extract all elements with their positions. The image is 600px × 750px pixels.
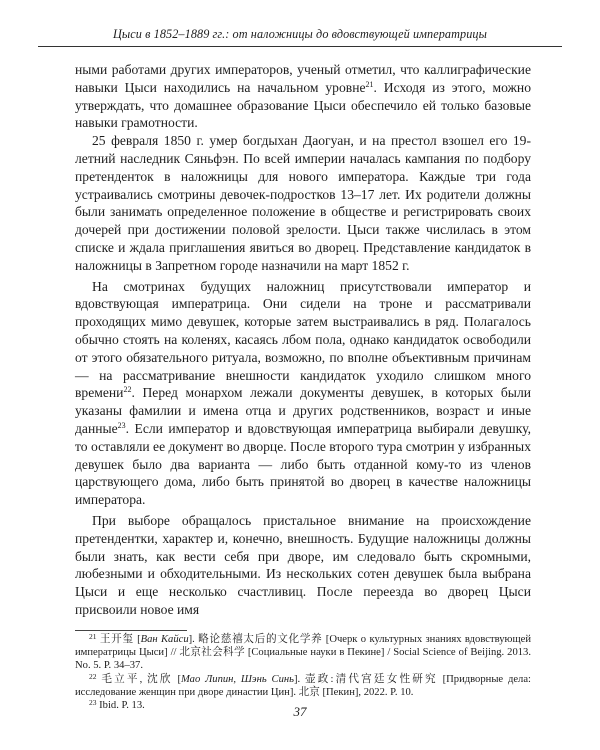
paragraph-3-part-c: . Если император и вдовствующая императрица выбирали девушку, то оставляли ее документ во дворце. После второго тура смотрин у избранных девушек было два варианта — либо быть отданной кому-то из членов царствующего дома, либо быть принятой во дворец в качестве наложницы императора.	[75, 420, 531, 508]
footnote-22	[75, 673, 531, 699]
footnote-number: 23	[89, 698, 97, 708]
footnote-rule	[75, 630, 187, 631]
paragraph-4-text: При выборе обращалось пристальное внимание на происхождение претендентки, характер и, конечно, внешность. Будущие наложницы должны были знать, как вести себя при дворе, им следовало быть скромными, любезными и обходительными. Из нескольких сотен девушек была выбрана Цыси и еще несколько счастливиц. После переезда во дворец Цыси присвоили новое имя	[75, 512, 531, 617]
paragraph-3	[75, 278, 531, 509]
footnote-ref-21[interactable]: 21	[365, 79, 374, 89]
paragraph-3-part-a: На смотринах будущих наложниц присутствовали император и вдовствующая императрица. Они сидели на троне и рассматривали проходящих мимо девушек, которые затем выстраивались в ряд. Полагалось обычно стоять на коленях, касаясь лбом пола, однако кандидаток освободили от этого обязательного ритуала, возможно, по вполне объективным причинам — на рассматривание внешности кандидаток уходило слишком много времени	[75, 278, 531, 401]
footnote-text: ]. 略论慈禧太后的文化学养 [Очерк о культурных знаниях вдовствующей императрицы Цыси] // 北京社会科学 [Социальные науки в Пекине] / Social Science of Beijing. 2013. No. 5. P. 34–37.	[75, 634, 531, 672]
footnote-ref-22[interactable]: 22	[123, 385, 132, 395]
footnote-author: Мао Липин, Шэнь Синь	[181, 673, 294, 685]
paragraph-1-text: ными работами других императоров, ученый отметил, что каллиграфические навыки Цыси находились на начальном уровне	[75, 62, 531, 95]
paragraph-1-tail: . Исходя из этого, можно утверждать, что домашнее образование Цыси обеспечило ей только базовые навыки грамотности.	[75, 79, 531, 131]
page-number: 37	[293, 704, 307, 719]
main-text	[75, 61, 531, 619]
header-rule	[38, 46, 562, 47]
footnote-text: 王开玺 [	[99, 634, 141, 645]
footnote-author: Ван Кайси	[140, 634, 189, 645]
footnote-text: Ibid. P. 13.	[99, 700, 145, 712]
footnote-ref-23[interactable]: 23	[117, 420, 126, 430]
paragraph-3-part-b: . Перед монархом лежали документы девушек, в которых были указаны фамилии и имена отца и других родственников, возраст и иные данные	[75, 385, 531, 436]
footnote-21	[75, 633, 531, 673]
footnote-number: 22	[89, 671, 97, 681]
footnote-text: ]. 壶政:清代宫廷女性研究 [Придворные дела: исследование женщин при дворе династии Цин]. 北京 [Пекин], 2022. P. 10.	[75, 673, 531, 698]
paragraph-2	[75, 132, 531, 274]
paragraph-4	[75, 512, 531, 619]
paragraph-2-text: 25 февраля 1850 г. умер богдыхан Даогуан, и на престол взошел его 19-летний наследник Сяньфэн. По всей империи началась кампания по подбору претенденток в наложницы для нового императора. Каждые три года устраивались смотрины девочек-подростков 13–17 лет. Их родители должны были занимать определенное положение в обществе и регистрировать своих дочерей при достижении половой зрелости. Цыси также числилась в этом списке и ждала приглашения явиться во дворец. Представление кандидаток в наложницы в Запретном городе назначили на март 1852 г.	[75, 133, 531, 273]
footnote-number: 21	[89, 632, 97, 641]
paragraph-1	[75, 61, 531, 132]
footnotes	[75, 633, 531, 712]
running-header: Цыси в 1852–1889 гг.: от наложницы до вдовствующей императрицы	[113, 27, 487, 41]
footnote-text: 毛立平, 沈欣 [	[101, 673, 181, 685]
